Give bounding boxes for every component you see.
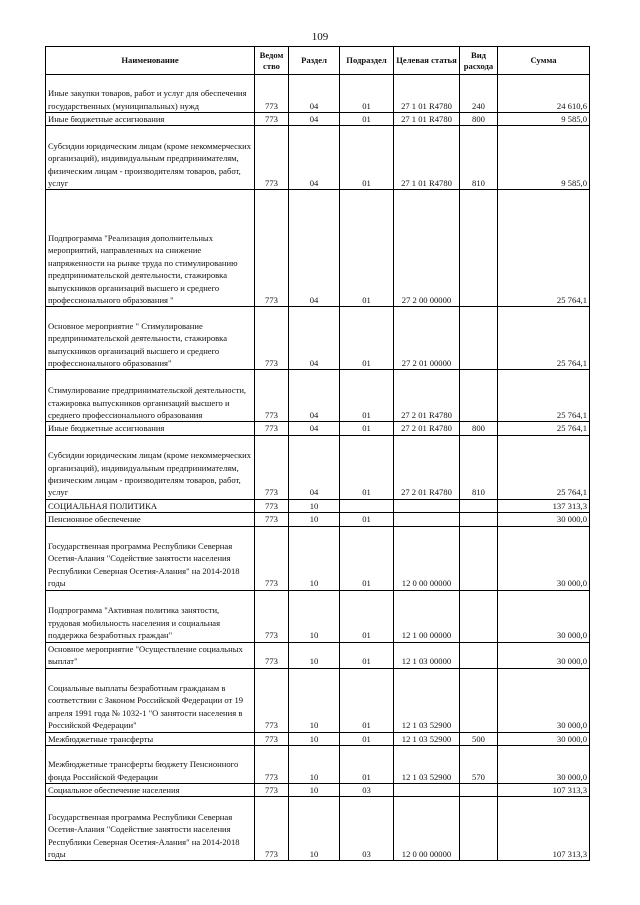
- row-name: Государственная программа Республики Северная Осетия-Алания "Содействие занятости населения Республики Северная Осетия-Алания" на 2014-2018 годы: [46, 526, 255, 590]
- budget-table: [45, 46, 590, 861]
- page-number: 109: [311, 31, 329, 43]
- row-podrazdel: 01: [340, 732, 394, 745]
- row-razdel: 10: [289, 499, 340, 512]
- row-vedomstvo: 773: [255, 668, 289, 732]
- row-podrazdel: 01: [340, 642, 394, 668]
- table-row: [46, 190, 590, 307]
- row-target: 12 1 03 00000: [394, 642, 460, 668]
- row-vid: [460, 307, 498, 370]
- row-razdel: 10: [289, 784, 340, 797]
- row-sum: 30 000,0: [498, 513, 590, 526]
- row-razdel: 04: [289, 126, 340, 190]
- row-target: 27 1 01 R4780: [394, 113, 460, 126]
- row-sum: 9 585,0: [498, 113, 590, 126]
- row-name: Субсидии юридическим лицам (кроме некоммерческих организаций), индивидуальным предпринимателям, физическим лицам - производителям товаров, работ, услуг: [46, 126, 255, 190]
- table-row: [46, 784, 590, 797]
- row-sum: 30 000,0: [498, 642, 590, 668]
- row-sum: 107 313,3: [498, 797, 590, 861]
- row-vedomstvo: 773: [255, 590, 289, 642]
- row-vid: 800: [460, 422, 498, 435]
- row-sum: 9 585,0: [498, 126, 590, 190]
- table-row: [46, 499, 590, 512]
- row-vedomstvo: 773: [255, 746, 289, 784]
- row-vedomstvo: 773: [255, 499, 289, 512]
- row-target: 12 1 03 52900: [394, 746, 460, 784]
- row-name: Стимулирование предпринимательской деятельности, стажировка выпускников организаций высшего и среднего профессионального образования: [46, 370, 255, 422]
- row-razdel: 04: [289, 307, 340, 370]
- row-podrazdel: 01: [340, 590, 394, 642]
- row-name: Иные закупки товаров, работ и услуг для обеспечения государственных (муниципальных) нужд: [46, 75, 255, 113]
- row-razdel: 04: [289, 190, 340, 307]
- row-sum: 24 610,6: [498, 75, 590, 113]
- row-target: 27 1 01 R4780: [394, 126, 460, 190]
- row-target: 12 0 00 00000: [394, 526, 460, 590]
- row-podrazdel: 01: [340, 746, 394, 784]
- row-vid: [460, 668, 498, 732]
- row-sum: 25 764,1: [498, 307, 590, 370]
- row-razdel: 04: [289, 75, 340, 113]
- row-sum: 25 764,1: [498, 370, 590, 422]
- row-name: Основное мероприятие " Стимулирование предпринимательской деятельности, стажировка выпускников организаций высшего и среднего профессионального образования": [46, 307, 255, 370]
- row-podrazdel: 01: [340, 307, 394, 370]
- row-name: Государственная программа Республики Северная Осетия-Алания "Содействие занятости населения Республики Северная Осетия-Алания" на 2014-2018 годы: [46, 797, 255, 861]
- row-name: Социальные выплаты безработным гражданам в соответствии с Законом Российской Федерации от 19 апреля 1991 года № 1032-1 "О занятости населения в Российской Федерации": [46, 668, 255, 732]
- row-razdel: 04: [289, 370, 340, 422]
- row-podrazdel: 01: [340, 370, 394, 422]
- row-razdel: 10: [289, 526, 340, 590]
- row-target: 27 2 01 00000: [394, 307, 460, 370]
- row-vedomstvo: 773: [255, 75, 289, 113]
- row-name: Подпрограмма "Реализация дополнительных мероприятий, направленных на снижение напряженности на рынке труда по стимулированию предпринимательской деятельности, стажировка выпускников организаций высшего и среднего профессионального образования ": [46, 190, 255, 307]
- row-razdel: 04: [289, 113, 340, 126]
- row-podrazdel: 01: [340, 190, 394, 307]
- row-sum: 30 000,0: [498, 746, 590, 784]
- row-vid: [460, 590, 498, 642]
- row-vedomstvo: 773: [255, 732, 289, 745]
- table-row: [46, 746, 590, 784]
- row-razdel: 10: [289, 590, 340, 642]
- row-sum: 107 313,3: [498, 784, 590, 797]
- row-vid: 810: [460, 126, 498, 190]
- row-podrazdel: 01: [340, 435, 394, 499]
- row-vedomstvo: 773: [255, 190, 289, 307]
- row-podrazdel: 01: [340, 526, 394, 590]
- table-row: [46, 797, 590, 861]
- table-row: [46, 422, 590, 435]
- row-vedomstvo: 773: [255, 513, 289, 526]
- row-vid: 240: [460, 75, 498, 113]
- row-sum: 30 000,0: [498, 526, 590, 590]
- row-vid: [460, 370, 498, 422]
- row-vedomstvo: 773: [255, 642, 289, 668]
- row-name: Межбюджетные трансферты бюджету Пенсионного фонда Российской Федерации: [46, 746, 255, 784]
- row-podrazdel: 03: [340, 784, 394, 797]
- table-row: [46, 75, 590, 113]
- row-target: 27 2 00 00000: [394, 190, 460, 307]
- row-sum: 30 000,0: [498, 668, 590, 732]
- row-name: Социальное обеспечение населения: [46, 784, 255, 797]
- row-podrazdel: 03: [340, 797, 394, 861]
- row-vid: 810: [460, 435, 498, 499]
- row-vedomstvo: 773: [255, 797, 289, 861]
- table-row: [46, 513, 590, 526]
- row-razdel: 04: [289, 422, 340, 435]
- table-row: [46, 590, 590, 642]
- row-vid: [460, 797, 498, 861]
- row-razdel: 10: [289, 668, 340, 732]
- row-vid: [460, 526, 498, 590]
- row-sum: 25 764,1: [498, 435, 590, 499]
- row-name: Межбюджетные трансферты: [46, 732, 255, 745]
- row-razdel: 10: [289, 642, 340, 668]
- row-target: 12 1 00 00000: [394, 590, 460, 642]
- header-sum: Сумма: [498, 47, 590, 75]
- row-vedomstvo: 773: [255, 784, 289, 797]
- header-target: Целевая статья: [394, 47, 460, 75]
- table-row: [46, 642, 590, 668]
- row-vid: 800: [460, 113, 498, 126]
- row-podrazdel: 01: [340, 513, 394, 526]
- table-row: [46, 126, 590, 190]
- row-razdel: 10: [289, 732, 340, 745]
- row-target: 12 1 03 52900: [394, 732, 460, 745]
- table-row: [46, 435, 590, 499]
- header-name: Наименование: [46, 47, 255, 75]
- row-name: Пенсионное обеспечение: [46, 513, 255, 526]
- row-podrazdel: [340, 499, 394, 512]
- row-razdel: 10: [289, 746, 340, 784]
- row-razdel: 10: [289, 797, 340, 861]
- table-row: [46, 307, 590, 370]
- row-vedomstvo: 773: [255, 435, 289, 499]
- row-vid: [460, 642, 498, 668]
- row-vedomstvo: 773: [255, 126, 289, 190]
- row-target: [394, 513, 460, 526]
- table-header-row: [46, 47, 590, 75]
- row-target: [394, 499, 460, 512]
- row-vid: 500: [460, 732, 498, 745]
- row-podrazdel: 01: [340, 126, 394, 190]
- row-vid: [460, 784, 498, 797]
- row-sum: 25 764,1: [498, 422, 590, 435]
- row-vid: [460, 499, 498, 512]
- header-vedomstvo: Ведом ство: [255, 47, 289, 75]
- table-row: [46, 526, 590, 590]
- row-razdel: 04: [289, 435, 340, 499]
- row-sum: 25 764,1: [498, 190, 590, 307]
- row-target: [394, 784, 460, 797]
- table-row: [46, 370, 590, 422]
- row-vedomstvo: 773: [255, 422, 289, 435]
- row-name: Иные бюджетные ассигнования: [46, 113, 255, 126]
- header-razdel: Раздел: [289, 47, 340, 75]
- row-vedomstvo: 773: [255, 526, 289, 590]
- row-podrazdel: 01: [340, 113, 394, 126]
- table-row: [46, 113, 590, 126]
- row-sum: 137 313,3: [498, 499, 590, 512]
- row-vedomstvo: 773: [255, 307, 289, 370]
- row-vedomstvo: 773: [255, 370, 289, 422]
- row-podrazdel: 01: [340, 75, 394, 113]
- row-sum: 30 000,0: [498, 732, 590, 745]
- header-podrazdel: Подраздел: [340, 47, 394, 75]
- header-vid: Вид расхода: [460, 47, 498, 75]
- row-vid: [460, 190, 498, 307]
- row-name: Субсидии юридическим лицам (кроме некоммерческих организаций), индивидуальным предпринимателям, физическим лицам - производителям товаров, работ, услуг: [46, 435, 255, 499]
- row-vid: [460, 513, 498, 526]
- row-target: 27 2 01 R4780: [394, 370, 460, 422]
- row-vedomstvo: 773: [255, 113, 289, 126]
- row-name: Подпрограмма "Активная политика занятости, трудовая мобильность населения и социальная поддержка безработных граждан": [46, 590, 255, 642]
- row-podrazdel: 01: [340, 668, 394, 732]
- row-razdel: 10: [289, 513, 340, 526]
- row-vid: 570: [460, 746, 498, 784]
- row-podrazdel: 01: [340, 422, 394, 435]
- row-target: 12 1 03 52900: [394, 668, 460, 732]
- row-name: Иные бюджетные ассигнования: [46, 422, 255, 435]
- row-target: 12 0 00 00000: [394, 797, 460, 861]
- table-row: [46, 668, 590, 732]
- row-name: СОЦИАЛЬНАЯ ПОЛИТИКА: [46, 499, 255, 512]
- row-name: Основное мероприятие "Осуществление социальных выплат": [46, 642, 255, 668]
- row-target: 27 1 01 R4780: [394, 75, 460, 113]
- row-target: 27 2 01 R4780: [394, 435, 460, 499]
- row-sum: 30 000,0: [498, 590, 590, 642]
- table-row: [46, 732, 590, 745]
- row-target: 27 2 01 R4780: [394, 422, 460, 435]
